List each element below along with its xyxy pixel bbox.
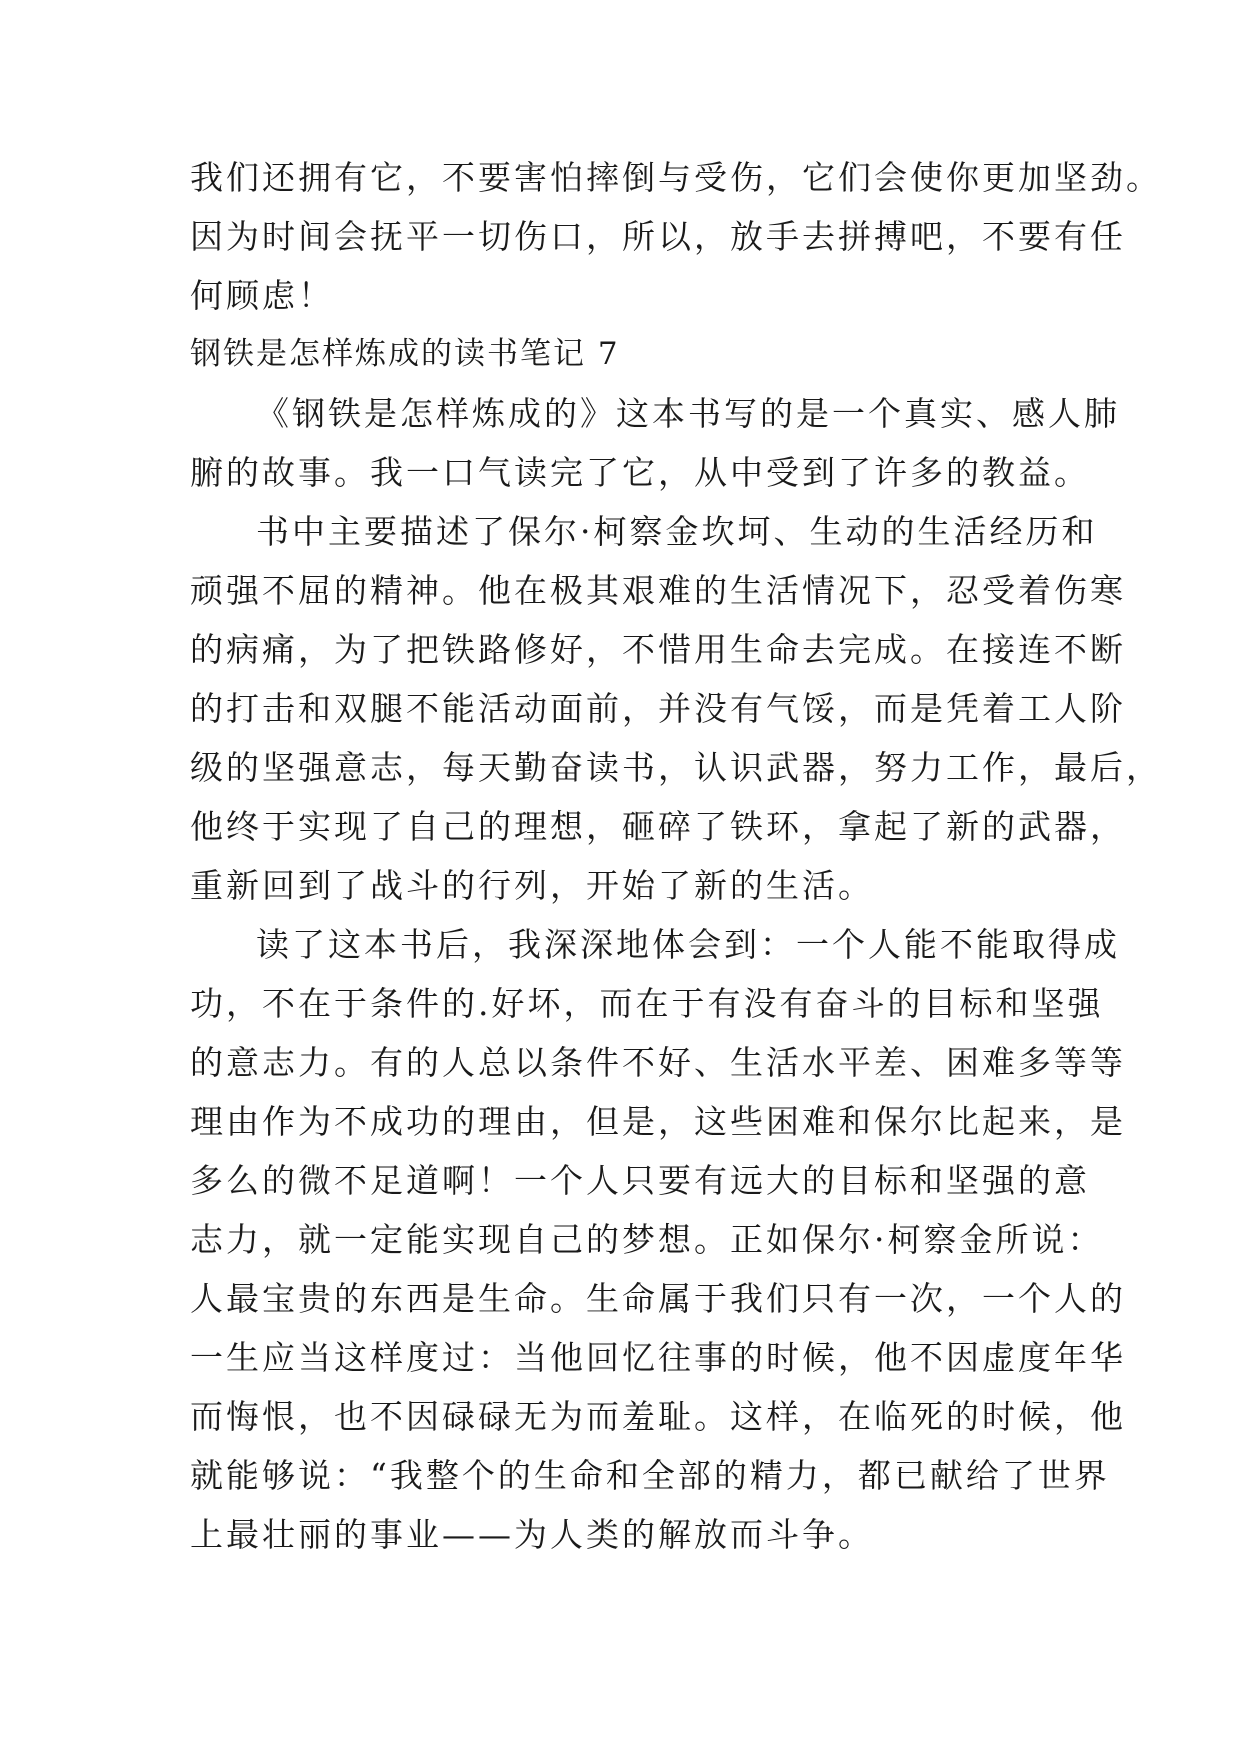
text-line: 的打击和双腿不能活动面前，并没有气馁，而是凭着工人阶 xyxy=(190,689,1126,728)
text-line: 功，不在于条件的.好坏，而在于有没有奋斗的目标和坚强 xyxy=(190,984,1104,1023)
text-line: 志力，就一定能实现自己的梦想。正如保尔·柯察金所说： xyxy=(190,1220,1104,1259)
text-line: 《钢铁是怎样炼成的》这本书写的是一个真实、感人肺 xyxy=(256,394,1120,433)
text-line: 上最壮丽的事业——为人类的解放而斗争。 xyxy=(190,1515,874,1554)
paragraph-previous xyxy=(190,148,1162,325)
text-line: 就能够说：“我整个的生命和全部的精力，都已献给了世界 xyxy=(190,1456,1110,1495)
text-line: 人最宝贵的东西是生命。生命属于我们只有一次，一个人的 xyxy=(190,1279,1126,1318)
text-line: 理由作为不成功的理由，但是，这些困难和保尔比起来，是 xyxy=(190,1102,1126,1141)
text-line: 级的坚强意志，每天勤奋读书，认识武器，努力工作，最后， xyxy=(190,748,1162,787)
paragraph-intro xyxy=(190,384,1120,502)
text-line: 因为时间会抚平一切伤口，所以，放手去拼搏吧，不要有任 xyxy=(190,217,1126,256)
text-line: 何顾虑！ xyxy=(190,276,334,315)
section-heading: 钢铁是怎样炼成的读书笔记 7 xyxy=(190,336,620,372)
text-line: 我们还拥有它，不要害怕摔倒与受伤，它们会使你更加坚劲。 xyxy=(190,158,1162,197)
text-line: 读了这本书后，我深深地体会到：一个人能不能取得成 xyxy=(256,925,1120,964)
text-line: 一生应当这样度过：当他回忆往事的时候，他不因虚度年华 xyxy=(190,1338,1126,1377)
text-line: 腑的故事。我一口气读完了它，从中受到了许多的教益。 xyxy=(190,453,1090,492)
text-line: 书中主要描述了保尔·柯察金坎坷、生动的生活经历和 xyxy=(256,512,1098,551)
text-line: 多么的微不足道啊！一个人只要有远大的目标和坚强的意 xyxy=(190,1161,1090,1200)
text-line: 顽强不屈的精神。他在极其艰难的生活情况下，忍受着伤寒 xyxy=(190,571,1126,610)
text-line: 的病痛，为了把铁路修好，不惜用生命去完成。在接连不断 xyxy=(190,630,1126,669)
document-body xyxy=(190,148,1162,1564)
paragraph-summary xyxy=(190,502,1162,915)
text-line: 重新回到了战斗的行列，开始了新的生活。 xyxy=(190,866,874,905)
text-line: 而悔恨，也不因碌碌无为而羞耻。这样，在临死的时候，他 xyxy=(190,1397,1126,1436)
text-line: 的意志力。有的人总以条件不好、生活水平差、困难多等等 xyxy=(190,1043,1126,1082)
paragraph-reflection xyxy=(190,915,1126,1564)
text-line: 他终于实现了自己的理想，砸碎了铁环，拿起了新的武器， xyxy=(190,807,1126,846)
